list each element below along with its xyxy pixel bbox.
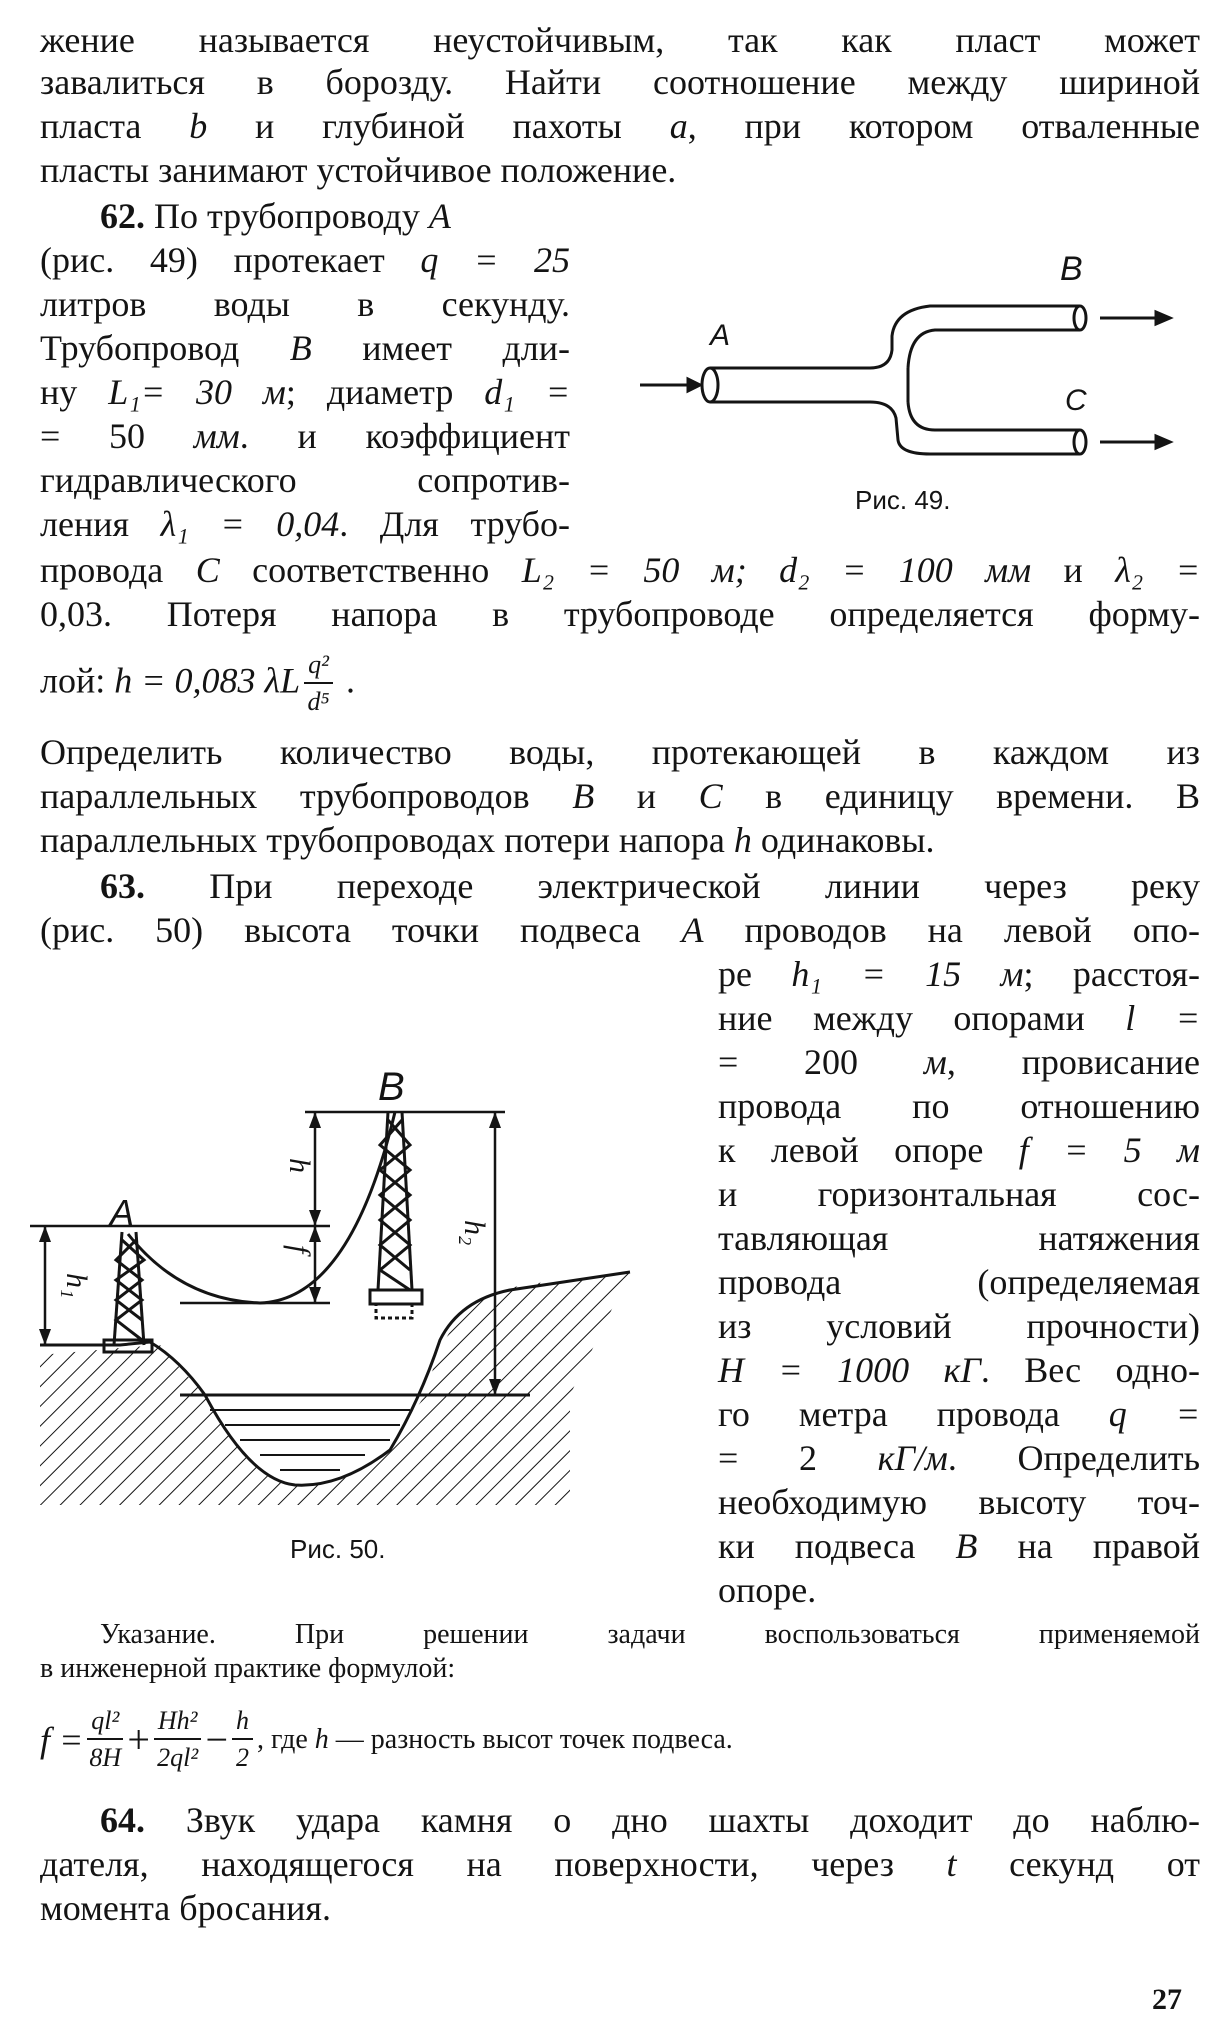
text-line: провода C соответственно L₂ = 50 м; d₂ = 100 мм и λ₂ = — [40, 550, 1200, 590]
text-line: ние между опорами l = — [718, 998, 1201, 1038]
problem-62-heading: 62. По трубопроводу A — [100, 196, 451, 236]
figure-49-pipes — [630, 240, 1210, 460]
text-line: (рис. 50) высота точки подвеса A проводов на левой опо- — [40, 910, 1200, 950]
label-c: C — [1065, 384, 1087, 417]
label-h: h — [283, 1158, 316, 1173]
tower-b — [370, 1112, 422, 1318]
figure-50-river-crossing — [30, 1000, 680, 1520]
text-line: (рис. 49) протекает q = 25 — [40, 240, 571, 280]
text-line: 0,03. Потеря напора в трубопроводе определяется форму- — [40, 594, 1200, 634]
text-line: = 50 мм. и коэффициент — [40, 416, 570, 456]
label-b: B — [1060, 250, 1083, 288]
pipe-b-inner — [908, 330, 1080, 368]
text-line: ну L₁= 30 м; диаметр d₁ = — [40, 372, 571, 412]
text-line: из условий прочности) — [718, 1306, 1200, 1346]
pipe-b-outer — [870, 306, 1080, 368]
label-a: A — [110, 1192, 135, 1233]
problem-63-heading: 63. При переходе электрической линии через реку — [100, 866, 1200, 906]
text-line: пласты занимают устойчивое положение. — [40, 150, 677, 190]
text-line: ки подвеса B на правой — [718, 1526, 1200, 1566]
text-line: к левой опоре f = 5 м — [718, 1130, 1200, 1170]
text-line: дателя, находящегося на поверхности, через t секунд от — [40, 1844, 1200, 1884]
label-h1: h₁ — [60, 1273, 93, 1299]
hint-formula: f = $\frac{\text{ql²}}{8H}$ + $\frac{\text{Hh²}}{\text{2ql²}}$ − $\frac{h}{2}$ , где h — разность высот точек подвеса. — [40, 1706, 733, 1772]
figure-49-caption: Рис. 49. — [855, 485, 951, 515]
text-line: пласта b и глубиной пахоты a, при котором отваленные — [40, 106, 1201, 146]
text-line: ления λ₁ = 0,04. Для трубо- — [40, 504, 570, 544]
ground-bed — [40, 1395, 570, 1505]
text-line: провода по отношению — [718, 1086, 1200, 1126]
formula-line: лой: h = 0,083 λL $\frac{\text{q²}}{\text{d⁵}}$ . — [40, 648, 355, 720]
text-line: опоре. — [718, 1570, 817, 1610]
pipe-c-outer — [870, 402, 1080, 454]
label-b: B — [378, 1065, 405, 1109]
text-line: гидравлического сопротив- — [40, 460, 570, 500]
text-line: го метра провода q = — [718, 1394, 1200, 1434]
page-number: 27 — [1152, 1983, 1182, 2016]
text-line: необходимую высоту точ- — [718, 1482, 1200, 1522]
problem-64-heading: 64. Звук удара камня о дно шахты доходит до наблю- — [100, 1800, 1200, 1840]
text-line: H = 1000 кГ. Вес одно- — [718, 1350, 1201, 1390]
text-line: жение называется неустойчивым, так как пласт может — [40, 20, 1200, 60]
label-a: A — [710, 319, 731, 352]
text-line: ре h₁ = 15 м; расстоя- — [718, 954, 1200, 994]
text-line: провода (определяемая — [718, 1262, 1200, 1302]
ground-right — [425, 1272, 630, 1395]
text-line: параллельных трубопроводов B и C в единицу времени. В — [40, 776, 1200, 816]
figure-50-caption: Рис. 50. — [290, 1534, 386, 1564]
hint-line: Указание. При решении задачи воспользоваться применяемой — [100, 1619, 1200, 1650]
wire-sag — [128, 1112, 395, 1303]
text-line: завалиться в борозду. Найти соотношение между шириной — [40, 62, 1200, 102]
tower-a — [104, 1232, 152, 1352]
text-line: параллельных трубопроводах потери напора h одинаковы. — [40, 820, 935, 860]
fraction: $\frac{\text{q²}}{\text{d⁵}}$ — [304, 648, 333, 720]
label-h2: h₂ — [458, 1220, 491, 1246]
text-line: литров воды в секунду. — [40, 284, 570, 324]
text-line: Трубопровод B имеет дли- — [40, 328, 570, 368]
text-line: тавляющая натяжения — [718, 1218, 1200, 1258]
text-line: = 2 кГ/м. Определить — [718, 1438, 1200, 1478]
pipe-c-inner — [908, 402, 1080, 430]
hint-line: в инженерной практике формулой: — [40, 1653, 456, 1684]
text-line: и горизонтальная сос- — [718, 1174, 1200, 1214]
text-line: момента бросания. — [40, 1888, 331, 1928]
label-f: f — [283, 1245, 316, 1254]
text-line: = 200 м, провисание — [718, 1042, 1201, 1082]
text-line: Определить количество воды, протекающей в каждом из — [40, 732, 1200, 772]
